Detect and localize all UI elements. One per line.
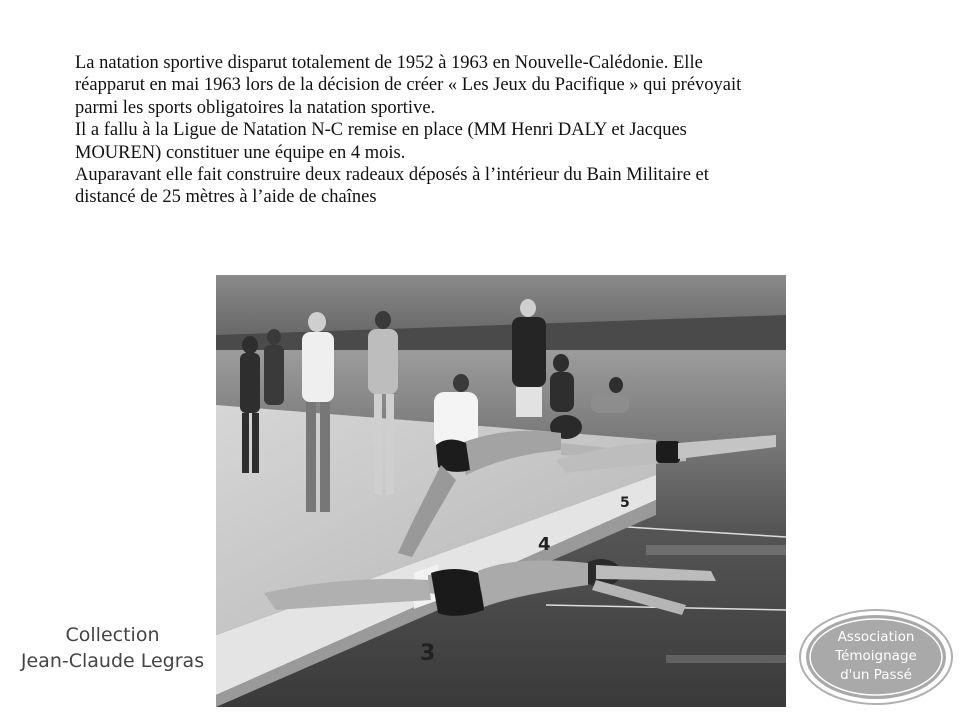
seal-line: d'un Passé (840, 667, 912, 683)
article-line: MOUREN) constituer une équipe en 4 mois. (75, 142, 406, 163)
water-reflection (646, 545, 786, 555)
article-line: Auparavant elle fait construire deux radeaux déposés à l’intérieur du Bain Militaire et (75, 165, 709, 186)
article-text (75, 52, 915, 209)
article-line: réapparut en mai 1963 lors de la décision de créer « Les Jeux du Pacifique » qui prévoyait (75, 75, 742, 96)
seal-line: Association (837, 629, 915, 645)
article-line: La natation sportive disparut totalement de 1952 à 1963 en Nouvelle-Calédonie. Elle (75, 53, 703, 73)
caption-line: Collection (65, 624, 160, 646)
article-line: distancé de 25 mètres à l’aide de chaînes (75, 187, 377, 208)
seal-line: Témoignage (835, 648, 917, 664)
swimming-photo (216, 275, 786, 707)
swimming-photo-illustration (216, 275, 786, 707)
water-reflection (666, 655, 786, 663)
raft-number: 5 (620, 495, 630, 511)
association-seal (797, 607, 955, 707)
article-line: parmi les sports obligatoires la natation sportive. (75, 97, 436, 118)
caption-line: Jean-Claude Legras (20, 650, 205, 672)
article-line: Il a fallu à la Ligue de Natation N-C remise en place (MM Henri DALY et Jacques (75, 120, 687, 141)
raft-number: 4 (538, 534, 551, 555)
raft-number: 3 (420, 641, 436, 666)
collection-caption (10, 622, 215, 674)
seal-text (797, 628, 955, 685)
